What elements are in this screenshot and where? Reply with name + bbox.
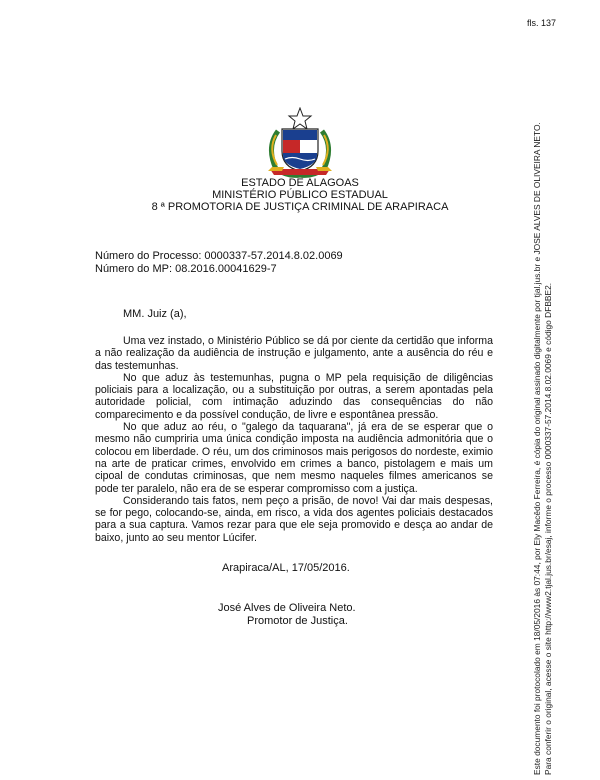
- header-prosecutor-office: 8 ª PROMOTORIA DE JUSTIÇA CRIMINAL DE ARAPIRACA: [151, 201, 449, 213]
- signature-block: [218, 602, 356, 628]
- mp-number: Número do MP: 08.2016.00041629-7: [95, 262, 277, 275]
- institution-header: [0, 177, 600, 213]
- signer-title: Promotor de Justiça.: [247, 615, 348, 627]
- state-coat-of-arms-icon: [262, 107, 338, 179]
- paragraph: No que aduz às testemunhas, pugna o MP pela requisição de diligências policiais para a localização, ou a substituição por outras, a serem apontadas pela autoridade policial, com intimação aduzindo das consequências do não comparecimento e da possível condução, de livre e espontânea pressão.: [95, 371, 493, 421]
- signer-name: José Alves de Oliveira Neto.: [218, 602, 356, 614]
- notice-line-1: Este documento foi protocolado em 18/05/2016 às 07:44, por Ely Macêdo Ferreira, é cópia do original assinado digitalmente por tjal.jus.br e JOSE ALVES DE OLIVEIRA NETO.: [532, 122, 542, 775]
- notice-line-2: Para conferir o original, acesse o site http://www2.tjal.jus.br/esaj, informe o processo 0000337-57.2014.8.02.0069 e código DFBBE2.: [543, 282, 553, 775]
- paragraph: Uma vez instado, o Ministério Público se dá por ciente da certidão que informa a não realização da audiência de instrução e julgamento, ante a ausência do réu e das testemunhas.: [95, 335, 493, 372]
- header-ministry: MINISTÉRIO PÚBLICO ESTADUAL: [212, 189, 388, 201]
- salutation: MM. Juiz (a),: [123, 308, 187, 320]
- document-date: Arapiraca/AL, 17/05/2016.: [222, 562, 350, 574]
- paragraph: Considerando tais fatos, nem peço a prisão, de novo! Vai dar mais despesas, se for pego, colocando-se, ainda, em risco, a vida dos agentes policiais destacados para a sua captura. Vamos rezar para que ele seja promovido e desça ao andar de baixo, junto ao seu mentor Lúcifer.: [95, 494, 493, 544]
- process-number: Número do Processo: 0000337-57.2014.8.02.0069: [95, 250, 343, 262]
- digital-signature-notice: [532, 35, 576, 775]
- process-info: [95, 250, 343, 275]
- document-body: [95, 335, 493, 544]
- paragraph: No que aduz ao réu, o "galego da taquarana", já era de se esperar que o mesmo não cumpriria uma única condição imposta na audiência admonitória que o colocou em liberdade. O réu, um dos criminosos mais perigosos do nordeste, eximio na arte de praticar crimes, envolvido em crimes a banco, pistolagem e mais um cipoal de condutas criminosas, que nem mesmo naqueles filmes americanos se pode ter paralelo, não era de se esperar compromisso com a justiça.: [95, 421, 493, 495]
- page-number: fls. 137: [527, 18, 557, 28]
- header-state: ESTADO DE ALAGOAS: [241, 177, 359, 189]
